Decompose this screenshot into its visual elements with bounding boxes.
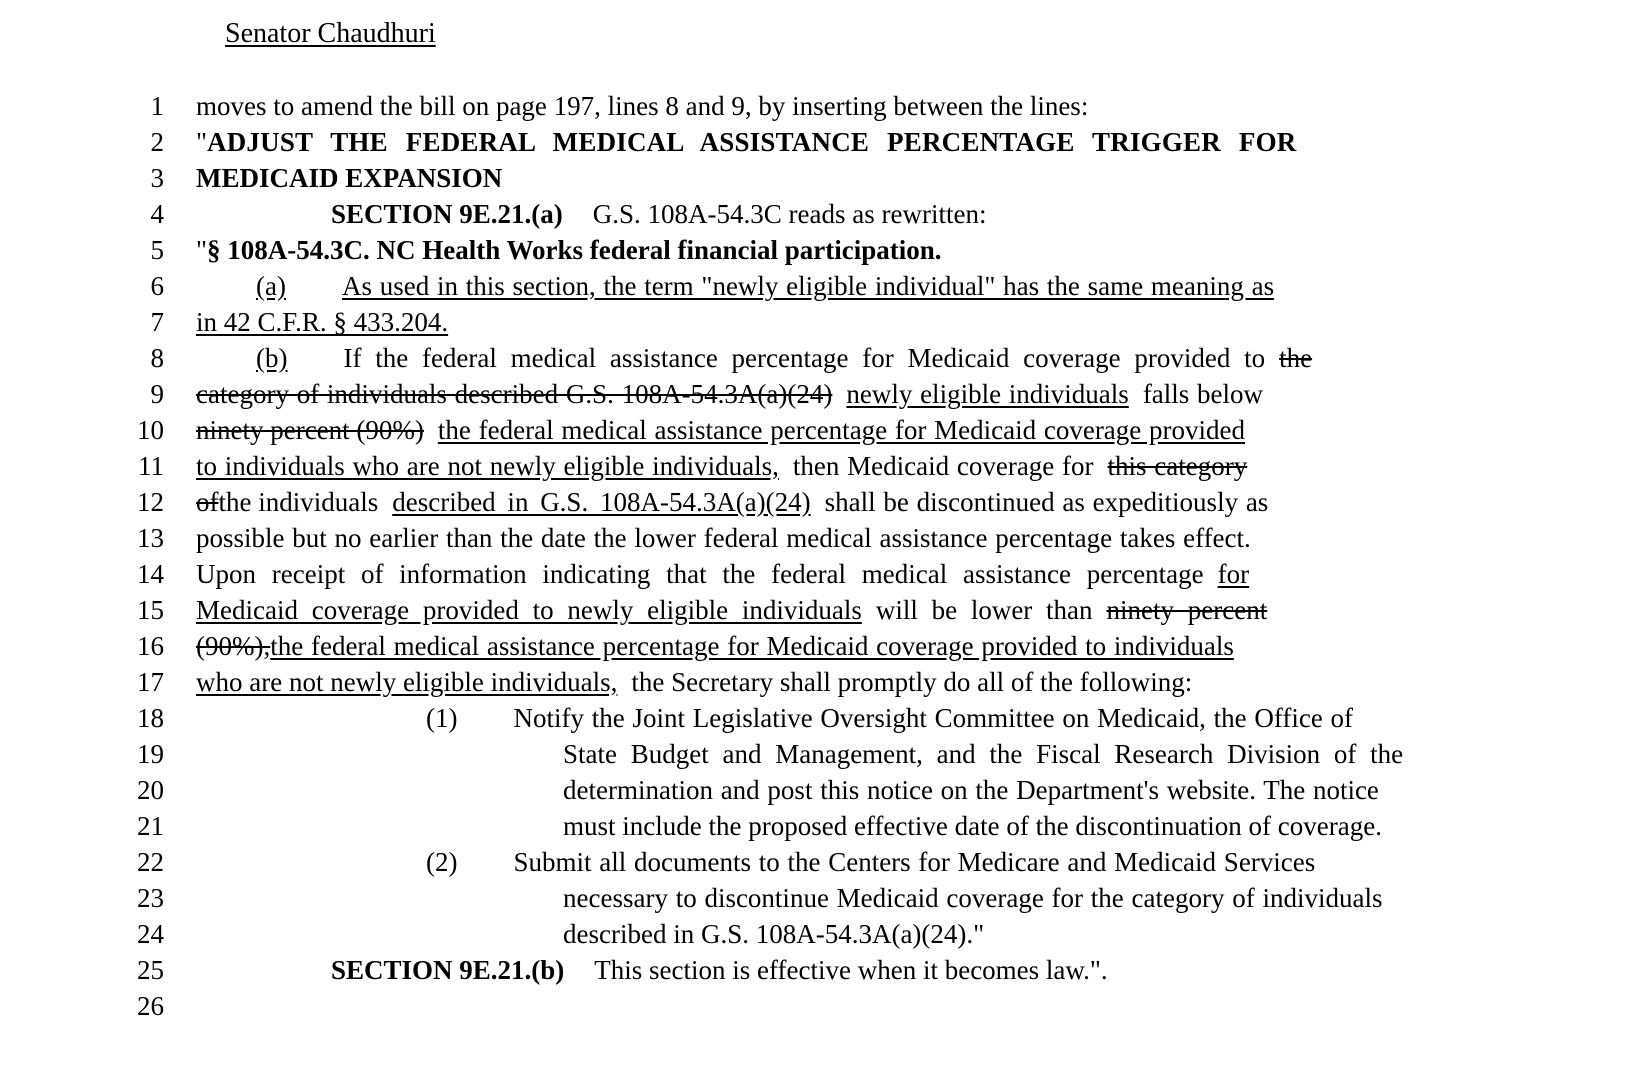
text-line [0, 268, 1636, 304]
text-line [0, 700, 1636, 736]
line-number: 15 [137, 595, 164, 625]
text-line [0, 196, 1636, 232]
list-item-text: State Budget and Management, and the Fiscal Research Division of the [563, 739, 1404, 769]
text-line [0, 448, 1636, 484]
section-a-text: G.S. 108A-54.3C reads as rewritten: [592, 199, 987, 229]
line-content [196, 736, 1404, 772]
line-content [196, 952, 1381, 988]
deleted-text: ninety percent [1106, 595, 1268, 625]
deleted-text: of [196, 487, 219, 517]
line-number: 10 [137, 415, 164, 445]
plain-text: falls below [1142, 379, 1264, 409]
line-number: 25 [137, 955, 164, 985]
line-content [196, 196, 1381, 232]
open-quote: " [196, 235, 208, 265]
line-content [196, 340, 1381, 376]
inserted-text: for [1217, 559, 1250, 589]
list-item-text: must include the proposed effective date of the discontinuation of coverage. [563, 811, 1382, 841]
line-number: 13 [137, 523, 164, 553]
line-content [196, 808, 1381, 844]
line-content [196, 412, 1381, 448]
line-number: 6 [150, 271, 164, 301]
line-number: 12 [137, 487, 164, 517]
subsection-marker-b: (b) [256, 343, 288, 373]
text-line [0, 484, 1636, 520]
line-content [196, 520, 1381, 556]
line-number: 19 [137, 739, 164, 769]
line-number: 5 [150, 235, 164, 265]
inserted-text: the federal medical assistance percentage for Medicaid coverage provided [437, 415, 1246, 445]
statute-heading: § 108A-54.3C. NC Health Works federal financial participation. [207, 235, 942, 265]
text-line [0, 808, 1636, 844]
inserted-text: in 42 C.F.R. § 433.204. [196, 307, 449, 337]
line-content [196, 124, 1381, 160]
text-line [0, 664, 1636, 700]
text-line [0, 412, 1636, 448]
line-content [196, 880, 1381, 916]
line-number: 20 [137, 775, 164, 805]
line-content [196, 268, 1381, 304]
line-number: 17 [137, 667, 164, 697]
line-content [196, 628, 1381, 664]
text-line [0, 520, 1636, 556]
line-number: 1 [150, 91, 164, 121]
text-line [0, 124, 1636, 160]
line-content [196, 232, 1381, 268]
text-line [0, 736, 1636, 772]
line-content [196, 592, 1381, 628]
text-line [0, 160, 1636, 196]
deleted-text: ninety percent (90%) [196, 415, 424, 445]
text-line [0, 592, 1636, 628]
line-content [196, 916, 1381, 952]
line-number: 3 [150, 163, 164, 193]
list-item-text: necessary to discontinue Medicaid coverage for the category of individuals [563, 883, 1383, 913]
text-line [0, 628, 1636, 664]
list-item-text: Submit all documents to the Centers for Medicare and Medicaid Services [513, 847, 1316, 877]
line-number: 9 [150, 379, 164, 409]
inserted-text: to individuals who are not newly eligible individuals, [196, 451, 779, 481]
list-item-text: Notify the Joint Legislative Oversight Committee on Medicaid, the Office of [513, 703, 1354, 733]
text-line [0, 952, 1636, 988]
deleted-text: category of individuals described G.S. 108A-54.3A(a)(24) [196, 379, 833, 409]
text-line [0, 232, 1636, 268]
line-content [196, 304, 1381, 340]
line-content [196, 160, 1381, 196]
deleted-text: the [1279, 343, 1313, 373]
line-number: 24 [137, 919, 164, 949]
plain-text: the individuals [218, 487, 379, 517]
plain-text: shall be discontinued as expeditiously as [824, 487, 1269, 517]
line-content [196, 88, 1381, 124]
line-content [196, 556, 1381, 592]
line-number: 14 [137, 559, 164, 589]
line-number: 7 [150, 307, 164, 337]
line-number: 21 [137, 811, 164, 841]
plain-text: possible but no earlier than the date the lower federal medical assistance percentage takes effect. [196, 523, 1251, 553]
line-content [196, 844, 1381, 880]
line-number: 26 [137, 991, 164, 1021]
line-1-text: moves to amend the bill on page 197, lines 8 and 9, by inserting between the lines: [196, 91, 1089, 121]
text-line [0, 844, 1636, 880]
sponsor-name: Senator Chaudhuri [225, 18, 436, 49]
bill-text-body [0, 88, 1636, 1024]
text-line [0, 340, 1636, 376]
plain-text: the Secretary shall promptly do all of the following: [631, 667, 1193, 697]
text-line [0, 376, 1636, 412]
line-content [196, 484, 1381, 520]
line-number: 2 [150, 127, 164, 157]
line-number: 8 [150, 343, 164, 373]
text-line [0, 772, 1636, 808]
plain-text: If the federal medical assistance percentage for Medicaid coverage provided to [343, 343, 1266, 373]
line-number: 23 [137, 883, 164, 913]
inserted-text: Medicaid coverage provided to newly eligible individuals [196, 595, 862, 625]
text-line [0, 556, 1636, 592]
line-content [196, 664, 1381, 700]
line-number: 11 [138, 451, 164, 481]
line-content [196, 448, 1381, 484]
section-label-a: SECTION 9E.21.(a) [331, 199, 563, 229]
line-content [196, 772, 1381, 808]
line-number: 4 [150, 199, 164, 229]
deleted-text: (90%), [196, 631, 271, 661]
open-quote: " [196, 127, 208, 157]
line-number: 22 [137, 847, 164, 877]
deleted-text: this category [1107, 451, 1248, 481]
text-line [0, 916, 1636, 952]
list-marker-1: (1) [426, 703, 458, 733]
plain-text: then Medicaid coverage for [792, 451, 1094, 481]
subsection-marker-a: (a) [256, 271, 286, 301]
plain-text: will be lower than [875, 595, 1093, 625]
inserted-text: the federal medical assistance percentage for Medicaid coverage provided to individuals [270, 631, 1234, 661]
line-content [196, 376, 1381, 412]
text-line [0, 880, 1636, 916]
inserted-text: who are not newly eligible individuals, [196, 667, 618, 697]
line-number: 16 [137, 631, 164, 661]
section-b-text: This section is effective when it becomes law.". [594, 955, 1108, 985]
list-item-text: described in G.S. 108A-54.3A(a)(24)." [563, 919, 985, 949]
plain-text: Upon receipt of information indicating that the federal medical assistance percentage [196, 559, 1204, 589]
list-marker-2: (2) [426, 847, 458, 877]
text-line [0, 304, 1636, 340]
heading-line-2: MEDICAID EXPANSION [196, 163, 503, 193]
list-item-text: determination and post this notice on the Department's website. The notice [563, 775, 1379, 805]
heading-line-1: ADJUST THE FEDERAL MEDICAL ASSISTANCE PERCENTAGE TRIGGER FOR [207, 127, 1297, 157]
text-line [0, 88, 1636, 124]
inserted-text: newly eligible individuals [846, 379, 1129, 409]
text-line [0, 988, 1636, 1024]
section-label-b: SECTION 9E.21.(b) [331, 955, 565, 985]
line-content [196, 700, 1381, 736]
inserted-text: As used in this section, the term "newly eligible individual" has the same meaning as [341, 271, 1275, 301]
inserted-text: described in G.S. 108A-54.3A(a)(24) [392, 487, 811, 517]
line-number: 18 [137, 703, 164, 733]
